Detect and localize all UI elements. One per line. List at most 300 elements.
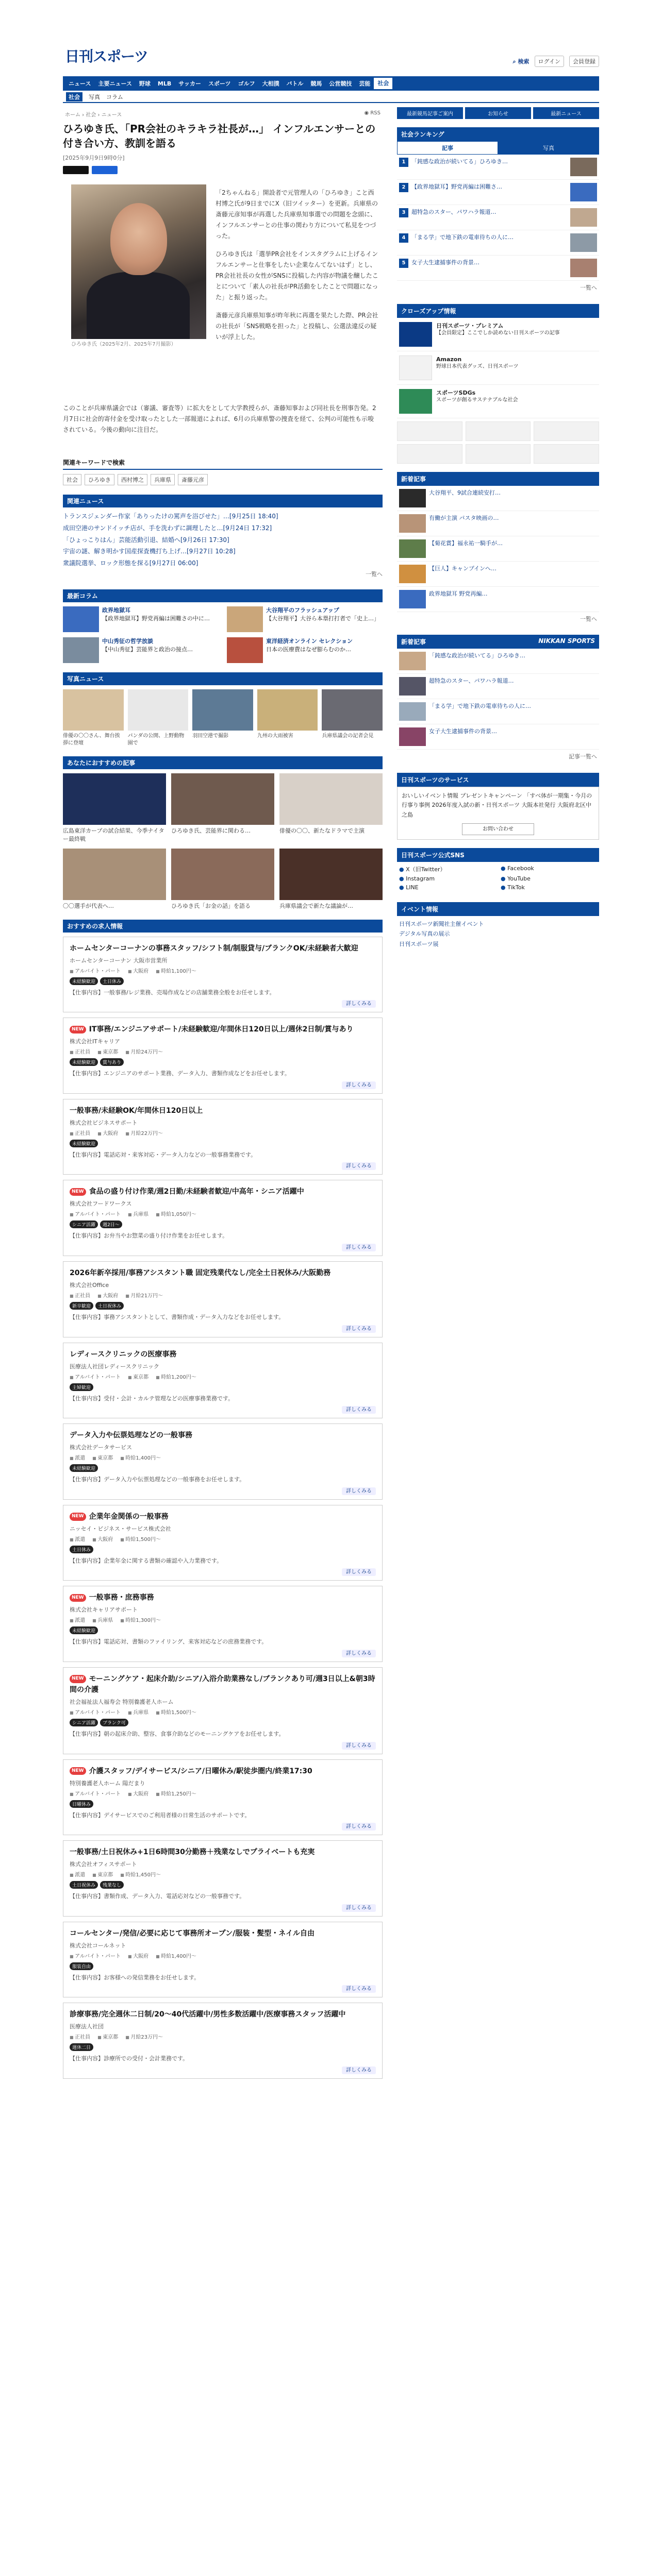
ranking-thumbnail <box>570 183 597 201</box>
job-detail-button[interactable]: 詳しくみる <box>342 1244 376 1251</box>
job-card[interactable] <box>63 1586 383 1662</box>
subnav-item[interactable]: 写真 <box>89 94 100 100</box>
keyword-tag[interactable]: 兵庫県 <box>151 474 175 485</box>
facebook-share-button[interactable] <box>92 166 118 174</box>
photo-news-text: パンダの公開、上野動物園で <box>127 733 185 746</box>
recommended-item[interactable] <box>63 849 166 910</box>
job-company: 医療法人社団レディースクリニック <box>70 1363 159 1370</box>
photo-news-text: 兵庫県議会の記者会見 <box>322 733 374 739</box>
job-title-text: データ入力や伝票処理などの一般事務 <box>70 1431 192 1440</box>
recommended-thumbnail <box>171 849 274 900</box>
job-title[interactable] <box>70 1024 376 1035</box>
list-item[interactable]: 宇宙の謎、解き明かす国産探査機打ち上げ…[9月27日 10:28] <box>63 548 236 555</box>
job-title-text: 一般事務/土日祝休み+1日6時間30分勤務＋残業なしでプライベートも充実 <box>70 1848 315 1857</box>
photo-news-item[interactable] <box>322 689 383 747</box>
job-detail-button[interactable]: 詳しくみる <box>342 1000 376 1008</box>
job-company: ニッセイ・ビジネス・サービス株式会社 <box>70 1525 171 1532</box>
new-article-item[interactable] <box>397 511 599 536</box>
columns-list <box>63 606 383 663</box>
main-column <box>63 122 383 2084</box>
new-article-text: 政界地獄耳 野党再編… <box>429 590 488 597</box>
job-meta <box>70 1870 376 1878</box>
logo-text: 日刊スポーツ <box>65 48 148 65</box>
job-card[interactable] <box>63 2003 383 2079</box>
new-article-item[interactable] <box>397 562 599 587</box>
job-description: 【仕事内容】デイサービスでのご利用者様の日常生活のサポートです。 <box>70 1811 251 1819</box>
nav-item[interactable]: 主要ニュース <box>98 80 132 87</box>
social-link[interactable]: ● YouTube <box>501 875 597 882</box>
jobs-list <box>63 937 383 2079</box>
job-title-text: 一般事務/未経験OK/年間休日120日以上 <box>70 1106 203 1115</box>
job-description: 【仕事内容】エンジニアのサポート業務、データ入力、書類作成などをお任せします。 <box>70 1070 290 1077</box>
breadcrumb[interactable]: ホーム › 社会 › ニュース <box>65 112 122 118</box>
job-pay: ■ 時給1,400円〜 <box>120 1453 161 1461</box>
ad-product[interactable] <box>534 421 599 441</box>
photo-caption: ひろゆき氏（2025年2月、2025年7月撮影） <box>71 342 176 347</box>
nav-item[interactable]: サッカー <box>178 80 202 87</box>
job-detail-button[interactable]: 詳しくみる <box>342 1325 376 1333</box>
article-thumbnail <box>399 677 426 696</box>
social-link[interactable]: ● TikTok <box>501 884 597 891</box>
nikkan-box-text: 女子大生逮捕事件の背景… <box>429 728 497 735</box>
job-card[interactable] <box>63 1018 383 1094</box>
article-photo[interactable] <box>71 184 206 339</box>
photo-news-text: 九州の大雨被害 <box>257 733 293 739</box>
job-description: 【仕事内容】書類作成、データ入力、電話応対などの一般事務です。 <box>70 1893 245 1900</box>
job-tags <box>70 1800 376 1808</box>
column-text: 【政界地獄耳】野党再編は困難さの中に… <box>102 615 210 622</box>
nikkan-box-text: 超特急のスター、パワハラ報道… <box>429 677 514 684</box>
job-title[interactable] <box>70 2009 376 2020</box>
job-card[interactable] <box>63 1180 383 1256</box>
search-icon: ⌕ <box>512 58 518 65</box>
column-item[interactable] <box>63 606 219 632</box>
column-tag: 政界地獄耳 <box>102 606 130 614</box>
tab-photos[interactable]: 写真 <box>498 141 599 155</box>
nav-item[interactable]: 野球 <box>139 80 151 87</box>
job-place: ■ 大阪府 <box>97 1291 118 1299</box>
job-meta <box>70 1952 376 1959</box>
nav-item[interactable]: バトル <box>286 80 304 87</box>
job-title-text: 一般事務・庶務事務 <box>89 1594 154 1602</box>
promo-item[interactable] <box>397 351 599 385</box>
subnav-item[interactable]: コラム <box>106 94 123 100</box>
keyword-tag[interactable]: 社会 <box>63 474 81 485</box>
article-date: [2025年9月9日9時0分] <box>63 155 125 161</box>
new-articles-heading: 新着記事 <box>397 472 599 486</box>
article-thumbnail <box>399 489 426 507</box>
job-pay: ■ 時給1,100円〜 <box>156 967 196 974</box>
job-type: ■ 派遣 <box>70 1535 85 1543</box>
recommended-heading: あなたにおすすめの記事 <box>63 756 383 769</box>
job-tag: 土日祝休み <box>95 1302 124 1310</box>
new-article-item[interactable] <box>397 486 599 511</box>
job-company: 株式会社キャリアサポート <box>70 1606 138 1614</box>
job-title[interactable] <box>70 1512 376 1522</box>
job-card[interactable] <box>63 1261 383 1337</box>
social-heading: 日刊スポーツ公式SNS <box>397 848 599 862</box>
job-tags <box>70 1058 376 1066</box>
job-tag: 新卒歓迎 <box>70 1302 93 1310</box>
job-tag: ブランク可 <box>100 1719 128 1726</box>
recommended-text: ひろゆき氏「お金の話」を語る <box>171 902 251 909</box>
job-card[interactable] <box>63 1667 383 1754</box>
new-article-text: 有働が主演 パスタ映画の… <box>429 514 499 521</box>
job-title-text: モーニングケア・起床介助/シニア/入浴介助業務なし/ブランクあり可/週3日以上&朝3時間の介護 <box>70 1675 375 1694</box>
job-type: ■ 正社員 <box>70 1129 90 1137</box>
job-tag: 主婦歓迎 <box>70 1383 93 1391</box>
keyword-tag[interactable]: 斎藤元彦 <box>178 474 208 485</box>
sidebar-button[interactable]: 最新競馬記事ご案内 <box>397 107 463 119</box>
article-body <box>63 184 383 421</box>
job-description: 【仕事内容】企業年金に関する書類の確認や入力業務です。 <box>70 1557 223 1564</box>
nikkan-box-item[interactable] <box>397 699 599 724</box>
keyword-tag[interactable]: ひろゆき <box>85 474 114 485</box>
job-type: ■ アルバイト・パート <box>70 1210 121 1217</box>
job-pay: ■ 時給1,500円〜 <box>156 1708 196 1716</box>
job-meta <box>70 1535 376 1543</box>
photo-news-item[interactable] <box>63 689 124 747</box>
tab-articles[interactable]: 記事 <box>397 141 498 155</box>
recommended-item[interactable] <box>63 773 166 843</box>
related-news-list <box>63 511 383 580</box>
job-detail-button[interactable]: 詳しくみる <box>342 2066 376 2074</box>
job-pay: ■ 時給1,400円〜 <box>156 1952 196 1959</box>
article-thumbnail <box>399 565 426 583</box>
column-thumbnail <box>227 606 263 632</box>
promo-text: 野球日本代表グッズ、日刊スポーツ <box>436 364 519 370</box>
job-tag: シニア活躍 <box>70 1719 98 1726</box>
job-tags <box>70 1464 376 1472</box>
job-pay: ■ 時給1,500円〜 <box>120 1535 161 1543</box>
job-place: ■ 兵庫県 <box>92 1616 113 1623</box>
job-detail-button[interactable]: 詳しくみる <box>342 1568 376 1576</box>
job-tag: 未経験歓迎 <box>70 1464 98 1472</box>
ad-product[interactable] <box>534 444 599 464</box>
keywords-heading: 関連キーワードで検索 <box>63 456 383 470</box>
job-company: 株式会社ITキャリア <box>70 1038 120 1045</box>
recommended-thumbnail <box>279 773 383 825</box>
job-place: ■ 兵庫県 <box>128 1210 148 1217</box>
job-title[interactable] <box>70 1268 376 1279</box>
new-article-text: 大谷翔平、9試合連続安打… <box>429 489 501 496</box>
ad-product-grid[interactable] <box>397 421 599 464</box>
job-card[interactable] <box>63 1343 383 1419</box>
job-description: 【仕事内容】事務アシスタントとして、書類作成・データ入力などをお任せします。 <box>70 1314 285 1321</box>
job-company: 特別養護老人ホーム 陽だまり <box>70 1780 145 1787</box>
register-button[interactable]: 会員登録 <box>569 56 599 67</box>
social-link[interactable]: ● Facebook <box>501 865 597 873</box>
ranking-item[interactable] <box>397 155 599 180</box>
recommended-item[interactable] <box>279 849 383 910</box>
job-title[interactable] <box>70 1106 376 1116</box>
photo-news-item[interactable] <box>128 689 189 747</box>
services-heading: 日刊スポーツのサービス <box>397 773 599 787</box>
job-pay: ■ 時給1,200円〜 <box>156 1372 196 1380</box>
job-pay: ■ 月給24万円〜 <box>125 1047 163 1055</box>
job-company: ホームセンターコーナン 大阪市営業所 <box>70 957 168 964</box>
services-text: おいしいイベント情報 プレゼントキャンペーン 「すべ体が一期集・今月の行事り事例 2026年度入試の新・日刊スポーツ 大阪本社発行 大阪府北区中之島 <box>402 792 592 818</box>
column-thumbnail <box>63 606 99 632</box>
event-link[interactable]: 日刊スポーツ展 <box>399 941 439 948</box>
job-description: 【仕事内容】電話応対、書類のファイリング、来客対応などの庶務業務です。 <box>70 1638 268 1646</box>
rank-number: 2 <box>399 183 408 192</box>
x-share-button[interactable] <box>63 166 89 174</box>
job-title[interactable] <box>70 1674 376 1696</box>
job-detail-button[interactable]: 詳しくみる <box>342 1406 376 1414</box>
job-tags <box>70 1962 376 1970</box>
recommended-thumbnail <box>63 849 166 900</box>
new-article-item[interactable] <box>397 536 599 562</box>
rss-link[interactable]: ◉ RSS <box>364 110 380 116</box>
social-link[interactable]: ● Instagram <box>399 875 495 882</box>
rank-number: 4 <box>399 233 408 243</box>
new-article-text: 【菊花賞】福永祐一騎手が… <box>429 539 503 547</box>
nikkan-box-text: 「まる学」で地下鉄の電車待ちの人に… <box>429 703 531 709</box>
job-title[interactable] <box>70 1766 376 1777</box>
ad-product[interactable] <box>397 444 462 464</box>
job-detail-button[interactable]: 詳しくみる <box>342 1904 376 1912</box>
job-card[interactable] <box>63 937 383 1013</box>
recommended-item[interactable] <box>171 849 274 910</box>
promo-title: 日刊スポーツ・プレミアム <box>436 322 504 329</box>
promo-text: スポーツが創るサステナブルな社会 <box>436 397 518 403</box>
ranking-item[interactable] <box>397 205 599 230</box>
new-article-text: 【巨人】キャンプインへ… <box>429 565 497 572</box>
ranking-tabs <box>397 141 599 155</box>
new-badge: NEW <box>70 1767 86 1775</box>
column-item[interactable] <box>227 606 383 632</box>
column-tag: 大谷翔平のフラッシュアップ <box>266 606 339 614</box>
ad-product[interactable] <box>466 421 531 441</box>
ranking-text: 「鈍感な政治が続いてる」ひろゆき… <box>411 158 508 165</box>
list-item[interactable]: 「ひょっこりはん」芸能活動引退、結婚へ[9月26日 17:30] <box>63 536 229 544</box>
nikkan-box-heading <box>397 635 599 649</box>
nikkan-box-item[interactable] <box>397 649 599 674</box>
job-tag: 土日休み <box>70 1546 93 1553</box>
recommended-item[interactable] <box>279 773 383 843</box>
photo-news-item[interactable] <box>192 689 253 747</box>
job-tag: 未経験歓迎 <box>70 977 98 985</box>
nav-item[interactable]: ゴルフ <box>238 80 255 87</box>
job-title[interactable] <box>70 1430 376 1441</box>
more-link[interactable]: 一覧へ <box>580 284 597 291</box>
job-description: 【仕事内容】お客様への発信業務をお任せします。 <box>70 1974 200 1981</box>
site-logo[interactable] <box>65 45 148 66</box>
job-tag: シニア活躍 <box>70 1221 98 1228</box>
job-company: 株式会社コールネット <box>70 1942 126 1949</box>
job-detail-button[interactable]: 詳しくみる <box>342 1823 376 1831</box>
login-button[interactable]: ログイン <box>535 56 564 67</box>
keyword-tag[interactable]: 西村博之 <box>118 474 147 485</box>
contact-button[interactable]: お問い合わせ <box>462 823 534 835</box>
nav-item[interactable]: 大相撲 <box>262 80 279 87</box>
job-place: ■ 東京都 <box>97 1047 118 1055</box>
column-thumbnail <box>227 637 263 663</box>
rss-icon: ◉ <box>364 110 371 116</box>
job-title-text: ホームセンターコーナンの事務スタッフ/シフト制/制服貸与/ブランクOK/未経験者大歓迎 <box>70 944 358 953</box>
photo-news-item[interactable] <box>257 689 318 747</box>
job-title[interactable] <box>70 1847 376 1858</box>
job-tag: 土日休み <box>100 977 124 985</box>
job-type: ■ アルバイト・パート <box>70 1952 121 1959</box>
nav-item[interactable]: 競馬 <box>310 80 322 87</box>
job-title[interactable] <box>70 1349 376 1360</box>
new-badge: NEW <box>70 1188 86 1196</box>
job-title-text: 診療事務/完全週休二日制/20〜40代活躍中/男性多数活躍中/医療事務スタッフ活躍中 <box>70 2010 346 2019</box>
job-place: ■ 大阪府 <box>92 1535 113 1543</box>
job-meta <box>70 1047 376 1055</box>
column-item[interactable] <box>63 637 219 663</box>
column-text: 【大谷翔平】大谷ら本塁打打者で「史上…」 <box>266 615 379 622</box>
promo-item[interactable] <box>397 385 599 418</box>
recommended-text: 兵庫県議会で新たな議論が… <box>279 902 353 909</box>
search-button[interactable]: ⌕ 検索 <box>512 58 529 65</box>
job-card[interactable] <box>63 1840 383 1917</box>
ranking-text: 超特急のスター、パワハラ報道… <box>411 209 496 215</box>
photo-news-text: 俳優の〇〇さん、舞台挨拶に登壇 <box>63 733 120 746</box>
job-place: ■ 兵庫県 <box>128 1708 148 1716</box>
sidebar-button[interactable]: 最新ニュース <box>533 107 599 119</box>
recommended-thumbnail <box>63 773 166 825</box>
job-detail-button[interactable]: 詳しくみる <box>342 1081 376 1089</box>
job-card[interactable] <box>63 1423 383 1500</box>
job-detail-button[interactable]: 詳しくみる <box>342 1742 376 1750</box>
job-card[interactable] <box>63 1759 383 1836</box>
nikkan-box-title: 新着記事 <box>401 638 426 646</box>
column-thumbnail <box>63 637 99 663</box>
jobs-heading: おすすめの求人情報 <box>63 920 383 933</box>
promo-heading: クローズアップ情報 <box>397 304 599 318</box>
ad-product[interactable] <box>466 444 531 464</box>
nikkan-box-item[interactable] <box>397 724 599 750</box>
job-tags <box>70 2043 376 2051</box>
ranking-item[interactable] <box>397 256 599 281</box>
job-type: ■ アルバイト・パート <box>70 967 121 974</box>
list-item[interactable]: 成田空港のサンドイッチ店が、手を洗わずに調理したと…[9月24日 17:32] <box>63 524 272 532</box>
new-article-item[interactable] <box>397 587 599 612</box>
nav-item[interactable]: スポーツ <box>208 80 231 87</box>
job-description: 【仕事内容】受付・会計・カルテ管理などの医療事務業務です。 <box>70 1395 234 1402</box>
job-tags <box>70 1626 376 1634</box>
new-articles-list <box>397 486 599 627</box>
ranking-thumbnail <box>570 208 597 227</box>
event-link[interactable]: 日刊スポーツ新聞社主催イベント <box>399 920 484 927</box>
list-item[interactable]: 衆議院選挙、ロック形態を探る[9月27日 06:00] <box>63 560 198 567</box>
list-item[interactable]: トランスジェンダー作家「ありったけの罵声を浴びせた」…[9月25日 18:40] <box>63 513 278 520</box>
job-title[interactable] <box>70 943 376 954</box>
job-description: 【仕事内容】データ入力や伝票処理などの一般事務をお任せします。 <box>70 1476 245 1483</box>
job-company: 株式会社データサービス <box>70 1444 132 1451</box>
job-pay: ■ 時給1,250円〜 <box>156 1789 196 1797</box>
article-paragraph: ひろゆき氏は「選挙PR会社をインスタグラムに上げるインフルエンサーと仕事をしたい企業なんてないはず」とし、PR会社社長の女性がSNSに投稿した内容が物議を醸したことについて「素人の社長がPR活動をしたことで問題になった」と振り返った。 <box>216 250 378 301</box>
photo-news-list <box>63 689 383 747</box>
sub-nav <box>63 92 599 103</box>
column-item[interactable] <box>227 637 383 663</box>
nav-item[interactable]: 芸能 <box>359 80 371 87</box>
job-place: ■ 大阪府 <box>97 1129 118 1137</box>
ranking-thumbnail <box>570 158 597 176</box>
job-description: 【仕事内容】診療所での受付・会計業務です。 <box>70 2055 189 2062</box>
job-place: ■ 東京都 <box>128 1372 148 1380</box>
header-tools <box>513 56 599 67</box>
column-text: 日本の医療費はなぜ膨らむのか… <box>266 646 351 653</box>
nav-item[interactable]: 公営競技 <box>329 80 352 87</box>
photo-thumbnail <box>128 689 189 731</box>
sidebar-button[interactable]: お知らせ <box>465 107 531 119</box>
job-card[interactable] <box>63 1505 383 1581</box>
subnav-section[interactable]: 社会 <box>66 92 82 101</box>
job-detail-button[interactable]: 詳しくみる <box>342 1650 376 1657</box>
job-detail-button[interactable]: 詳しくみる <box>342 1985 376 1993</box>
job-tag: 土日祝休み <box>70 1881 98 1889</box>
job-detail-button[interactable]: 詳しくみる <box>342 1487 376 1495</box>
article-thumbnail <box>399 539 426 558</box>
job-title[interactable] <box>70 1592 376 1603</box>
job-title[interactable] <box>70 1187 376 1197</box>
job-title[interactable] <box>70 1928 376 1939</box>
job-card[interactable] <box>63 1922 383 1998</box>
job-meta <box>70 1616 376 1623</box>
photo-thumbnail <box>63 689 124 731</box>
promo-logo <box>399 355 432 380</box>
promo-text: 【会員限定】ここでしか読めない日刊スポーツの記事 <box>436 330 560 336</box>
more-link[interactable]: 記事一覧へ <box>569 753 597 760</box>
promo-item[interactable] <box>397 318 599 351</box>
job-title-text: レディースクリニックの医療事務 <box>70 1350 177 1359</box>
job-place: ■ 大阪府 <box>128 967 148 974</box>
job-place: ■ 東京都 <box>97 2032 118 2040</box>
job-company: 株式会社オフィスサポート <box>70 1861 137 1868</box>
ranking-text: 女子大生逮捕事件の背景… <box>411 259 479 266</box>
job-tag: 日曜休み <box>70 1800 93 1808</box>
job-tag: 残業なし <box>100 1881 124 1889</box>
ranking-item[interactable] <box>397 180 599 205</box>
events-heading: イベント情報 <box>397 902 599 916</box>
job-meta <box>70 1453 376 1461</box>
recommended-text: 俳優の〇〇、新たなドラマで主演 <box>279 827 365 834</box>
job-card[interactable] <box>63 1099 383 1175</box>
ad-product[interactable] <box>397 421 462 441</box>
nav-item[interactable]: MLB <box>157 80 172 87</box>
social-link[interactable]: ● LINE <box>399 884 495 891</box>
nav-item-active[interactable]: 社会 <box>374 78 392 89</box>
job-tag: 週休二日 <box>70 2043 93 2051</box>
recommended-item[interactable] <box>171 773 274 843</box>
promo-logo <box>399 389 432 414</box>
job-tag: 服装自由 <box>70 1962 93 1970</box>
rank-number: 5 <box>399 259 408 268</box>
job-detail-button[interactable]: 詳しくみる <box>342 1162 376 1170</box>
article-thumbnail <box>399 702 426 721</box>
column-tag: 中山秀征の哲学放談 <box>102 637 153 645</box>
ranking-item[interactable] <box>397 230 599 256</box>
job-pay: ■ 時給1,050円〜 <box>156 1210 196 1217</box>
recommended-text: 広島東洋カープの試合結果、今季ナイター最終戦 <box>63 827 164 842</box>
related-news-heading: 関連ニュース <box>63 495 383 507</box>
nav-item[interactable]: ニュース <box>69 80 91 87</box>
more-link[interactable]: 一覧へ <box>580 615 597 622</box>
job-description: 【仕事内容】お弁当やお惣菜の盛り付け作業をお任せします。 <box>70 1232 228 1240</box>
nikkan-box-item[interactable] <box>397 674 599 699</box>
more-link[interactable]: 一覧へ <box>366 570 383 578</box>
sidebar-buttons <box>397 107 599 119</box>
event-link[interactable]: デジタル写真の展示 <box>399 930 450 938</box>
job-tag: 未経験歓迎 <box>70 1626 98 1634</box>
photo-news-text: 羽田空港で撮影 <box>192 733 229 739</box>
job-title-text: 企業年金関係の一般事務 <box>89 1512 169 1521</box>
social-link[interactable]: ● X（旧Twitter） <box>399 865 495 873</box>
